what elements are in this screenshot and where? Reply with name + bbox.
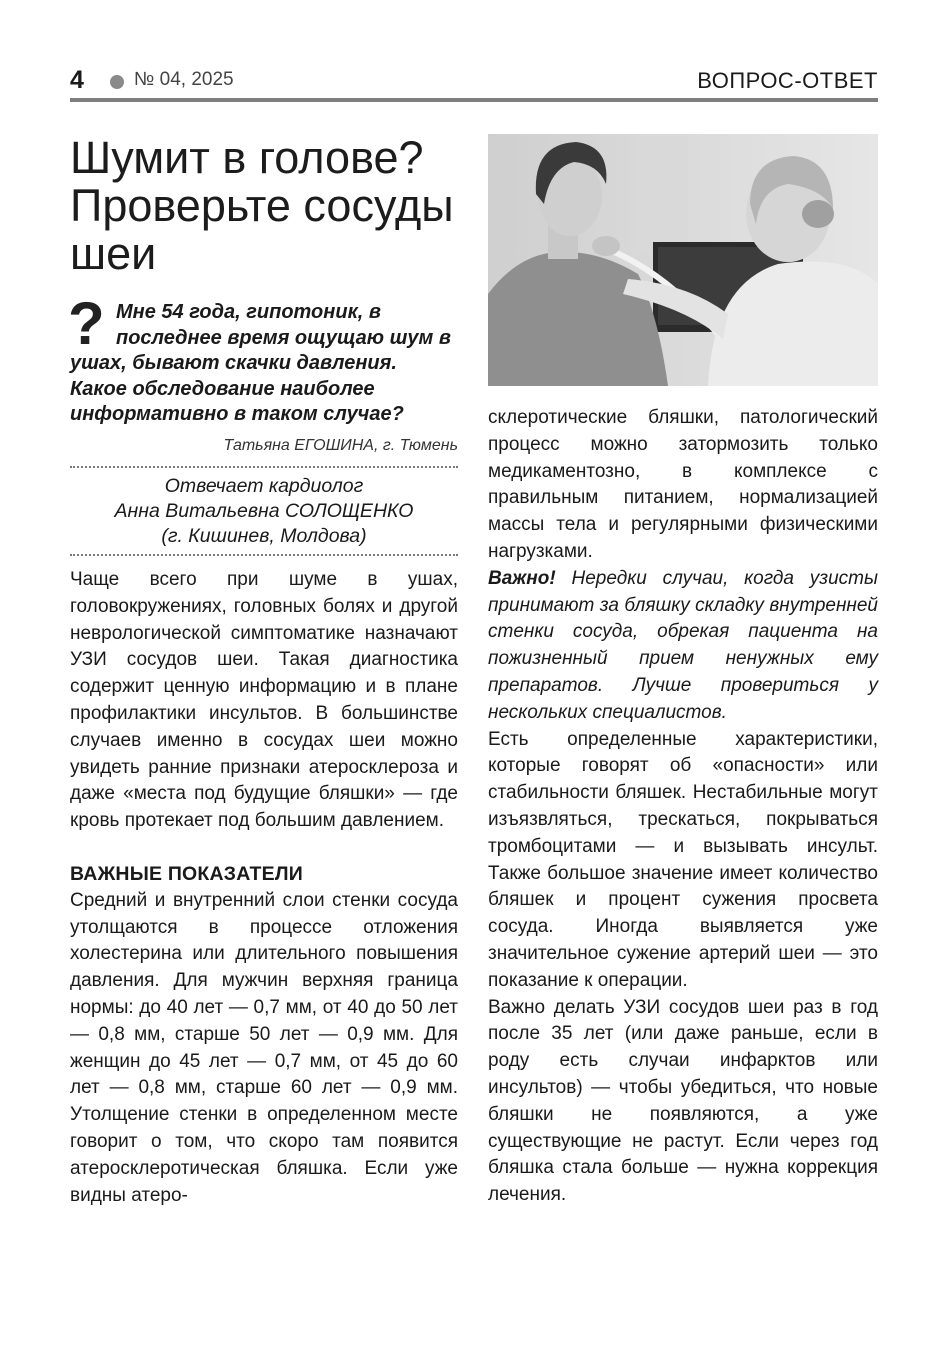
article-title: Шумит в голове? Проверьте сосуды шеи (70, 132, 454, 279)
important-note (488, 566, 878, 727)
indicators-paragraph: Средний и внутренний слои стенки сосуда утолщаются в процессе отложения холестерина или длительного повышения давления. Для мужчин верхняя граница нормы: до 40 лет — 0,7 мм, от 40 до 50 лет — 0,8 мм, старше 50 лет — 0,9 мм. Для женщин до 45 лет — 0,7 мм, от 45 до 60 лет — 0,8 мм, старше 60 лет — 0,9 мм. Утолщение стенки в определенном месте говорит о том, что скоро там появится атеросклеротическая бляшка. Если уже видны атеро- (70, 889, 458, 1206)
important-text: Нередки случаи, когда узисты принимают за бляшку складку внутренней стенки сосуда, обрекая пациента на пожизненный прием ненужных ему препаратов. Лучше провериться у нескольких специалистов. (488, 567, 878, 723)
recommendation-paragraph: Важно делать УЗИ сосудов шеи раз в год после 35 лет (или даже раньше, если в роду есть случаи инфарктов или инсультов) — чтобы убедиться, что новые бляшки не появляются, а уже существующие не растут. Если через год бляшка стала больше — нужна коррекция лечения. (488, 996, 878, 1206)
article-column-2 (488, 405, 878, 1209)
intro-paragraph: Чаще всего при шуме в ушах, головокружениях, головных болях и другой неврологической симптоматике назначают УЗИ сосудов шеи. Такая диагностика содержит ценную информацию и в плане профилактики инсультов. В большинстве случаев именно в сосудах шеи можно увидеть ранние признаки атеросклероза и даже «места под будущие бляшки» — где кровь протекает под большим давлением. (70, 569, 458, 832)
answerer-location: (г. Кишинев, Молдова) (161, 525, 367, 547)
reader-question (70, 300, 458, 428)
article-photo (488, 134, 878, 386)
answerer-block (70, 474, 458, 549)
plaque-paragraph: Есть определенные характеристики, которые говорят об «опасности» или стабильности бляшек. Нестабильные могут изъязвляться, трескаться, покрываться тромбоцитами — и вызывать инсульт. Также большое значение имеет количество бляшек и процент сужения просвета сосуда. Иногда выявляется уже значительное сужение артерий шеи — это показание к операции. (488, 728, 878, 991)
question-text: Мне 54 года, гипотоник, в последнее время ощущаю шум в ушах, бывают скачки давления. Какое обследование наиболее информативно в таком случае? (70, 301, 451, 426)
subheading: ВАЖНЫЕ ПОКАЗАТЕЛИ (70, 862, 303, 885)
bullet-dot-icon (110, 75, 124, 89)
issue-number: № 04, 2025 (134, 69, 234, 90)
treatment-paragraph: склеротические бляшки, патологический процесс можно затормозить только медикаментозно, в комплексе с правильным питанием, нормализацией массы тела и регулярными физическими нагрузками. (488, 407, 878, 562)
dotted-divider-top (70, 466, 458, 468)
question-mark-icon: ? (68, 290, 105, 357)
page-header (70, 66, 878, 100)
answerer-name: Анна Витальевна СОЛОЩЕНКО (114, 500, 414, 522)
dotted-divider-bottom (70, 554, 458, 556)
question-author: Татьяна ЕГОШИНА, г. Тюмень (223, 437, 458, 454)
header-rule (70, 98, 878, 102)
page-number: 4 (70, 66, 84, 94)
answerer-role: Отвечает кардиолог (164, 475, 364, 497)
ultrasound-exam-photo (488, 134, 878, 386)
important-label: Важно! (488, 567, 556, 589)
article-column-1 (70, 567, 458, 1209)
section-label: ВОПРОС-ОТВЕТ (697, 68, 878, 93)
